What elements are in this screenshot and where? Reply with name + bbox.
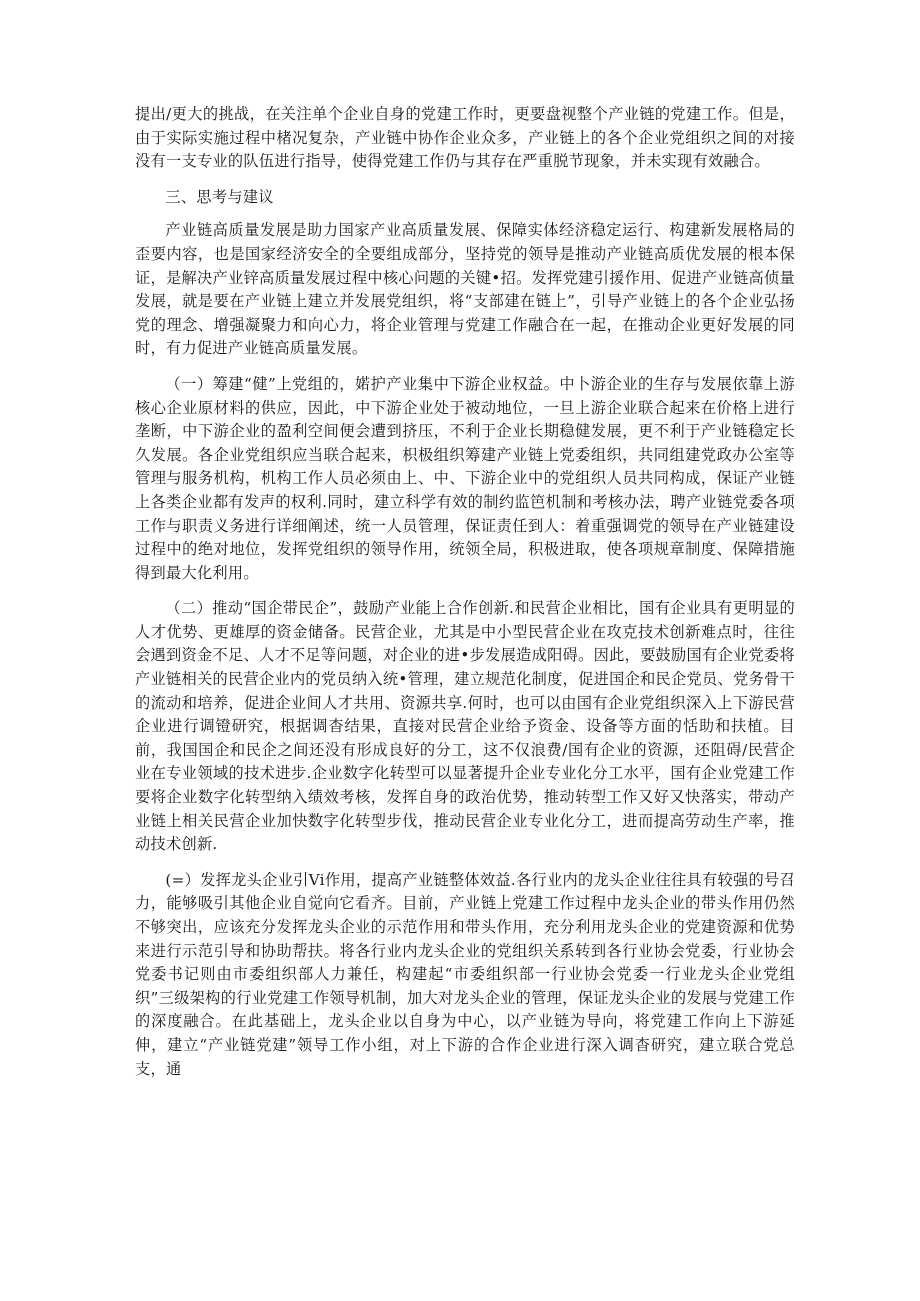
- section-heading: 三、思考与建议: [165, 187, 274, 206]
- paragraph-point-3: (=）发挥龙头企业引Vi作用，提高产业链整体效益.各行业内的龙头企业往往具有较强的号召力，能够吸引其他企业自觉向它看齐。目前，产业链上党建工作过程中龙头企业的带头作用仍然不够突出，应该充分发挥龙头企业的示范作用和带头作用，充分利用龙头企业的党建资源和优势来进行示范引导和协助帮扶。将各行业内龙头企业的党组织关系转到各行业协会党委，行业协会党委书记则由市委组织部人力兼任，构建起“市委组织部一行业协会党委一行业龙头企业党组织”三级架构的行业党建工作领导机制，加大对龙头企业的管理，保证龙头企业的发展与党建工作的深度融合。在此基础上，龙头企业以自身为中心，以产业链为导向，将党建工作向上下游延伸，建立“产业链党建”领导工作小组，对上下游的合作企业进行深入调杳研究，建立联合党总支，通: [135, 870, 795, 1078]
- document-page: [135, 103, 795, 1081]
- paragraph-intro: 产业链高质量发展是助力国家产业高质量发展、保障实体经济稳定运行、构建新发展格局的歪要内容，也是国家经济安全的全要组成部分，坚持党的领导是推动产业链高质优发展的根本保证，是解决产业锌高质量发展过程中核心问题的关键•招。发挥党建引援作用、促进产业链高侦量发展，就是要在产业链上建立并发展党组织，将“支部建在链上”，引导产业链上的各个企业弘扬党的理念、增强凝聚力和向心力，将企业管理与党建工作融合在一起，在推动企业更好发展的同时，有力促进产业链高质量发展。: [135, 221, 795, 358]
- paragraph-continuation: 提出/更大的挑战，在关注单个企业自身的党建工作时，更要盘视整个产业链的党建工作。但是，由于实际实施过程中楮况复杂，产业链中协作企业众多，产业链上的各个企业党组织之间的对接没有一支专业的队伍进行指导，使得党建工作仍与其存在严重脱节现象，并未实现有效融合。: [135, 105, 795, 171]
- paragraph-point-2: （二）推动“国企带民企”，鼓励产业能上合作创新.和民营企业相比，国有企业具有更明显的人才优势、更雄厚的资金储备。民营企业，尤其是中小型民营企业在攻克技术创新难点时，往往会遇到资金不足、人才不足等问题，对企业的进•步发展造成阳碍。因此，要鼓励国有企业党委将产业链相关的民营企业内的党员纳入统•管理，建立规范化制度，促进国企和民企党员、党务骨干的流动和培养，促进企业间人才共用、资源共享.何时，也可以由国有企业党组织深入上下游民营企业进行调镫研究，根据调杳结果，直接对民营企业给予资金、设备等方面的恬助和扶植。目前，我国国企和民企之间还没有形成良好的分工，这不仅浪费/国有企业的资源，还阻碍/民营企业在专业领域的技术进步.企业数字化转型可以显著提升企业专业化分工水平，国有企业党建工作要将企业数字化转型纳入绩效考核，发挥自身的政治优势，推动转型工作又好又快落实，带动产业链上相关民营企业加快数字化转型步伐，推动民营企业专业化分工，进而提高劳动生产率，推动技术创新.: [135, 599, 795, 854]
- paragraph-point-1: （一）筹建“健”上党组的，婼护产业集中下游企业权益。中卜游企业的生存与发展依靠上游核心企业原材料的供应，因此，中下游企业处于被动地位，一旦上游企业联合起来在价格上进行垄断，中下游企业的盈利空间便会遭到挤压，不利于企业长期稳健发展，更不利于产业链稳定长久发展。各企业党组织应当联合起来，枳极组织筹建产业链上党委组织，共同组建党政办公室等管理与服务机构，机构工作人员必须由上、中、下游企业中的党组织人员共同构成，保证产业链上各类企业都有发声的权利.同时，建立科学有效的制约监笆机制和考核办法，聘产业链党委各项工作与职责义务进行详细阐述，统一人员管理，保证责任到人：着重强调党的领导在产业链建设过程中的绝对地位，发挥党组织的领导作用，统领全局，积极进取，使各项规章制度、保障措施得到最大化利用。: [135, 374, 795, 582]
